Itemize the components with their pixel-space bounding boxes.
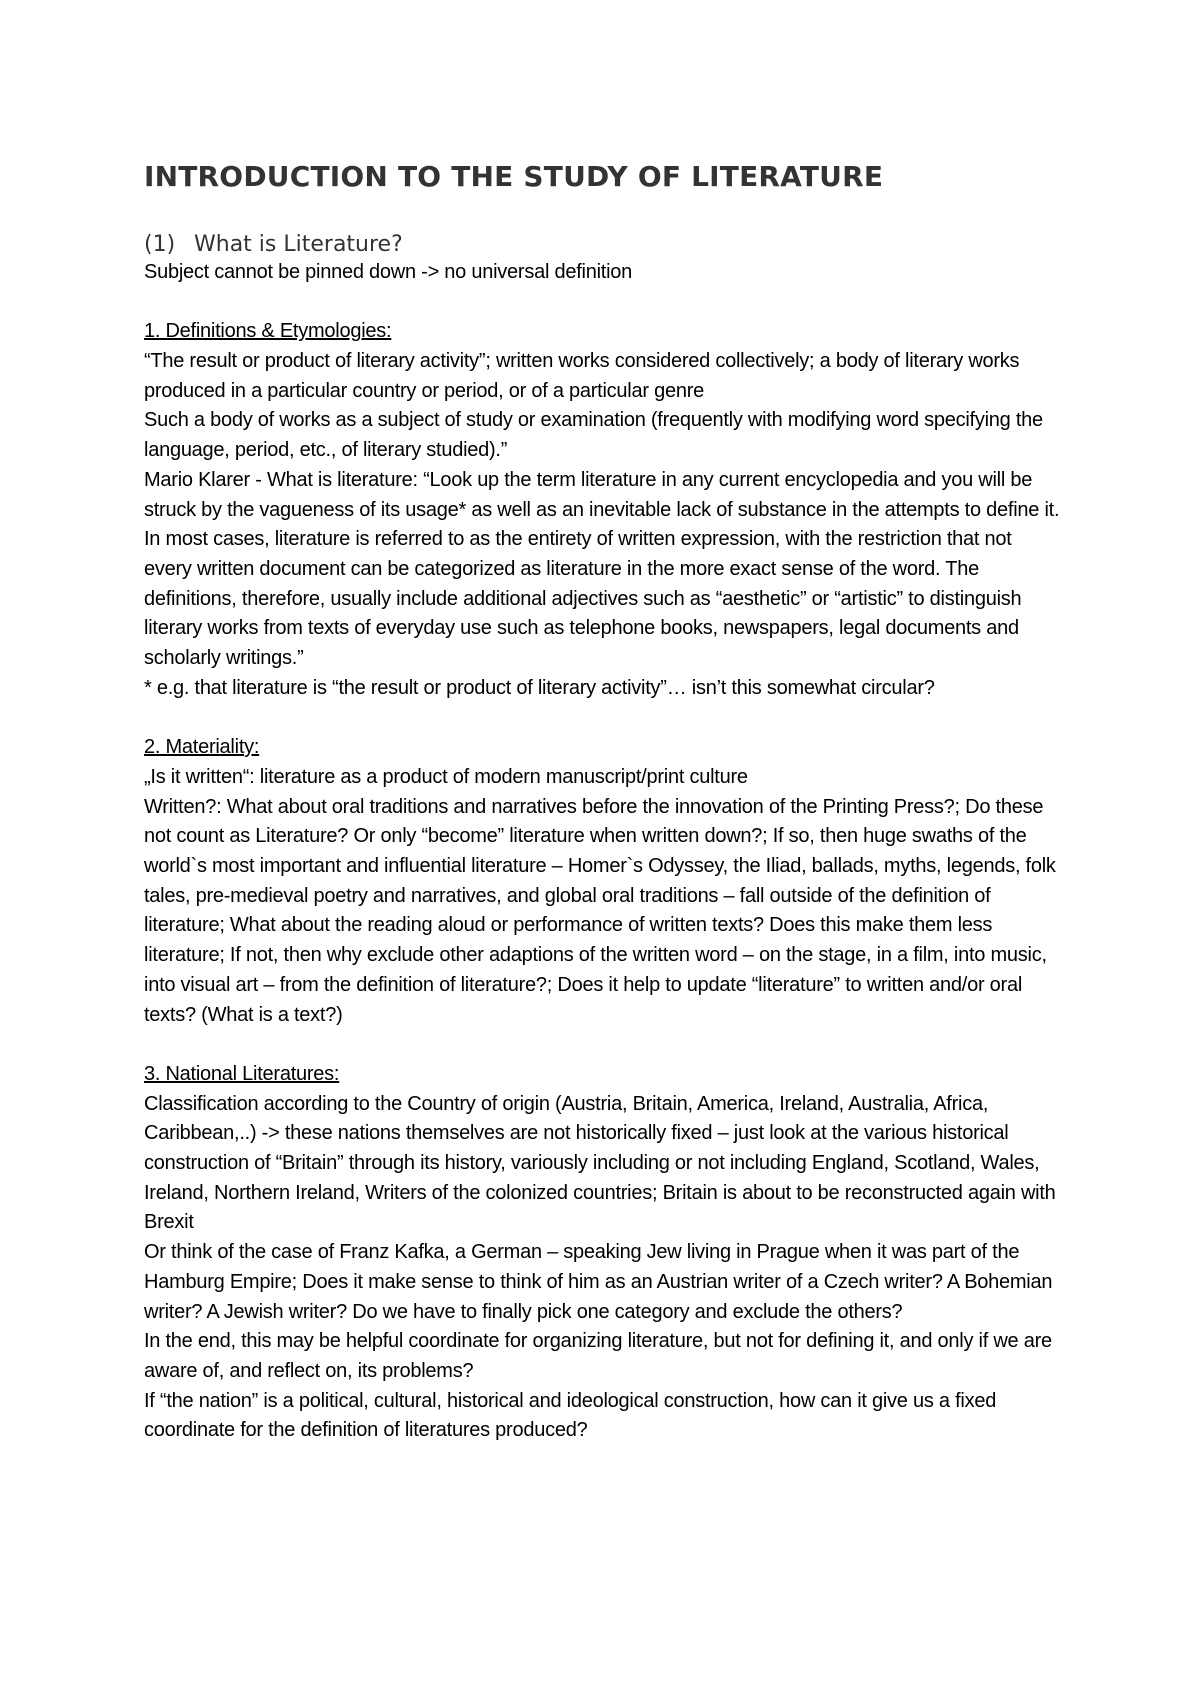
document-content <box>144 160 1064 1446</box>
paragraph: Mario Klarer - What is literature: “Look up the term literature in any current encyclopedia and you will be struck by the vagueness of its usage* as well as an inevitable lack of substance in the attempts to define it. In most cases, literature is referred to as the entirety of written expression, with the restriction that not every written document can be categorized as literature in the more exact sense of the word. The definitions, therefore, usually include additional adjectives such as “aesthetic” or “artistic” to distinguish literary works from texts of everyday use such as telephone books, newspapers, legal documents and scholarly writings.” <box>144 468 1060 670</box>
paragraph: In the end, this may be helpful coordinate for organizing literature, but not for defining it, and only if we are aware of, and reflect on, its problems? <box>144 1330 1052 1382</box>
intro-paragraph: Subject cannot be pinned down -> no universal definition <box>144 260 633 283</box>
paragraph: Written?: What about oral traditions and narratives before the innovation of the Printing Press?; Do these not count as Literature? Or only “become” literature when written down?; If so, then huge swaths of the world`s most important and influential literature – Homer`s Odyssey, the Iliad, ballads, myths, legends, folk tales, pre-medieval poetry and narratives, and global oral traditions – fall outside of the definition of literature; What about the reading aloud or performance of written texts? Does this make them less literature; If not, then why exclude other adaptions of the written word – on the stage, in a film, into music, into visual art – from the definition of literature?; Does it help to update “literature” to written and/or oral texts? (What is a text?) <box>144 795 1056 1026</box>
subheading-national-literatures: 3. National Literatures: <box>144 1062 340 1085</box>
section-heading <box>144 232 1064 258</box>
paragraph: Classification according to the Country of origin (Austria, Britain, America, Ireland, Australia, Africa, Caribbean,..) -> these nations themselves are not historically fixed – just look at the various historical construction of “Britain” through its history, variously including or not including England, Scotland, Wales, Ireland, Northern Ireland, Writers of the colonized countries; Britain is about to be reconstructed again with Brexit <box>144 1092 1056 1234</box>
paragraph: Or think of the case of Franz Kafka, a German – speaking Jew living in Prague when it was part of the Hamburg Empire; Does it make sense to think of him as an Austrian writer of a Czech writer? A Bohemian writer? A Jewish writer? Do we have to finally pick one category and exclude the others? <box>144 1241 1053 1323</box>
subheading-materiality: 2. Materiality: <box>144 736 260 759</box>
paragraph: If “the nation” is a political, cultural, historical and ideological construction, how can it give us a fixed coordinate for the definition of literatures produced? <box>144 1389 997 1442</box>
section-title: What is Literature? <box>194 231 403 257</box>
paragraph-spacer <box>144 704 1064 734</box>
paragraph-spacer <box>144 1030 1064 1060</box>
subheading-definitions: 1. Definitions & Etymologies: <box>144 320 392 343</box>
section-number: (1) <box>144 231 176 257</box>
paragraph: Such a body of works as a subject of study or examination (frequently with modifying word specifying the language, period, etc., of literary studied).” <box>144 409 1043 462</box>
paragraph-spacer <box>144 288 1064 318</box>
document-title: INTRODUCTION TO THE STUDY OF LITERATURE <box>144 160 884 193</box>
document-body <box>144 258 1064 1446</box>
paragraph: * e.g. that literature is “the result or product of literary activity”… isn’t this somewhat circular? <box>144 676 935 699</box>
paragraph: „Is it written“: literature as a product of modern manuscript/print culture <box>144 765 748 788</box>
paragraph: “The result or product of literary activity”; written works considered collectively; a body of literary works produced in a particular country or period, or of a particular genre <box>144 350 1020 402</box>
